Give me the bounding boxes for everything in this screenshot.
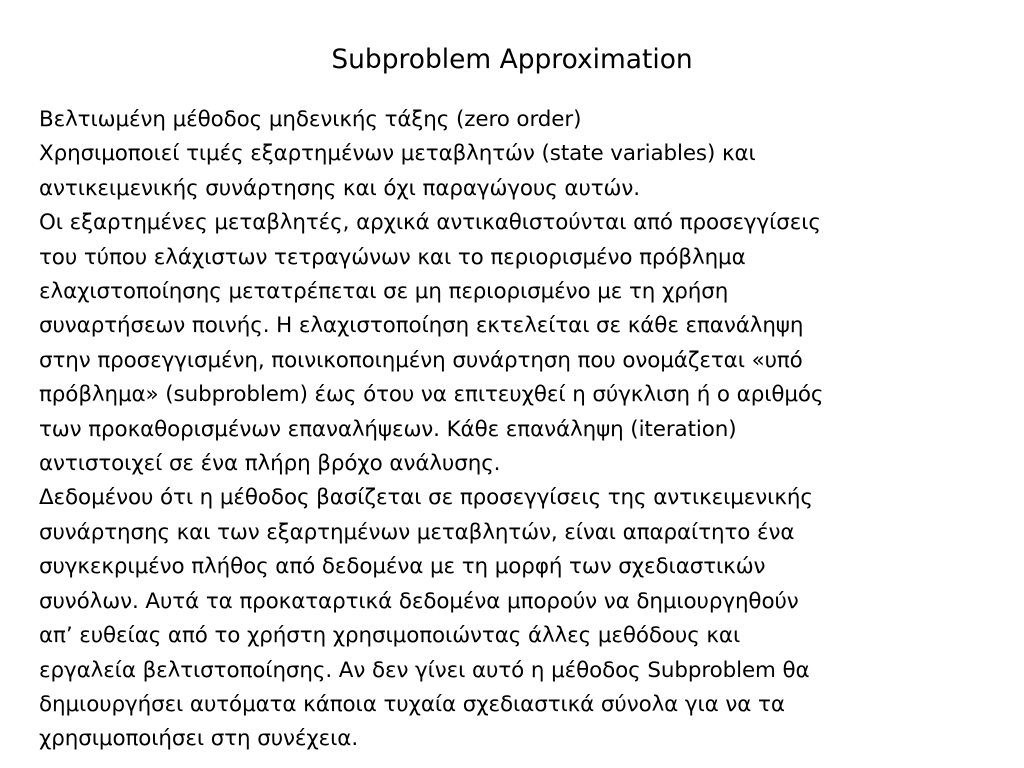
body-line: συγκεκριμένο πλήθος από δεδομένα με τη μορφή των σχεδιαστικών bbox=[39, 554, 766, 580]
body-line: αντιστοιχεί σε ένα πλήρη βρόχο ανάλυσης. bbox=[39, 451, 501, 477]
body-line: δημιουργήσει αυτόματα κάποια τυχαία σχεδιαστικά σύνολα για να τα bbox=[39, 691, 785, 717]
body-line: του τύπου ελάχιστων τετραγώνων και το περιορισμένο πρόβλημα bbox=[39, 244, 746, 270]
body-line: αντικειμενικής συνάρτησης και όχι παραγώγους αυτών. bbox=[39, 175, 640, 201]
body-line: εργαλεία βελτιστοποίησης. Αν δεν γίνει αυτό η μέθοδος Subproblem θα bbox=[39, 657, 810, 683]
body-line: των προκαθορισμένων επαναλήψεων. Κάθε επανάληψη (iteration) bbox=[39, 416, 737, 442]
slide-title: Subproblem Approximation bbox=[331, 44, 693, 75]
body-line: συνόλων. Αυτά τα προκαταρτικά δεδομένα μπορούν να δημιουργηθούν bbox=[39, 588, 799, 614]
body-line: συνάρτησης και των εξαρτημένων μεταβλητών, είναι απαραίτητο ένα bbox=[39, 519, 795, 545]
body-line: στην προσεγγισμένη, ποινικοποιημένη συνάρτηση που ονομάζεται «υπό bbox=[39, 347, 803, 373]
body-line: Χρησιμοποιεί τιμές εξαρτημένων μεταβλητών (state variables) και bbox=[39, 141, 756, 167]
body-line: συναρτήσεων ποινής. Η ελαχιστοποίηση εκτελείται σε κάθε επανάληψη bbox=[39, 313, 804, 339]
body-line: χρησιμοποιήσει στη συνέχεια. bbox=[39, 726, 359, 752]
body-line: ελαχιστοποίησης μετατρέπεται σε μη περιορισμένο με τη χρήση bbox=[39, 279, 729, 305]
body-line: Δεδομένου ότι η μέθοδος βασίζεται σε προσεγγίσεις της αντικειμενικής bbox=[39, 485, 813, 511]
slide-body bbox=[39, 103, 1019, 757]
body-line: πρόβλημα» (subproblem) έως ότου να επιτευχθεί η σύγκλιση ή ο αριθμός bbox=[39, 382, 824, 408]
body-line: απ’ ευθείας από το χρήστη χρησιμοποιώντας άλλες μεθόδους και bbox=[39, 623, 741, 649]
body-line: Βελτιωμένη μέθοδος μηδενικής τάξης (zero order) bbox=[39, 107, 582, 132]
body-line: Οι εξαρτημένες μεταβλητές, αρχικά αντικαθιστούνται από προσεγγίσεις bbox=[39, 210, 821, 236]
